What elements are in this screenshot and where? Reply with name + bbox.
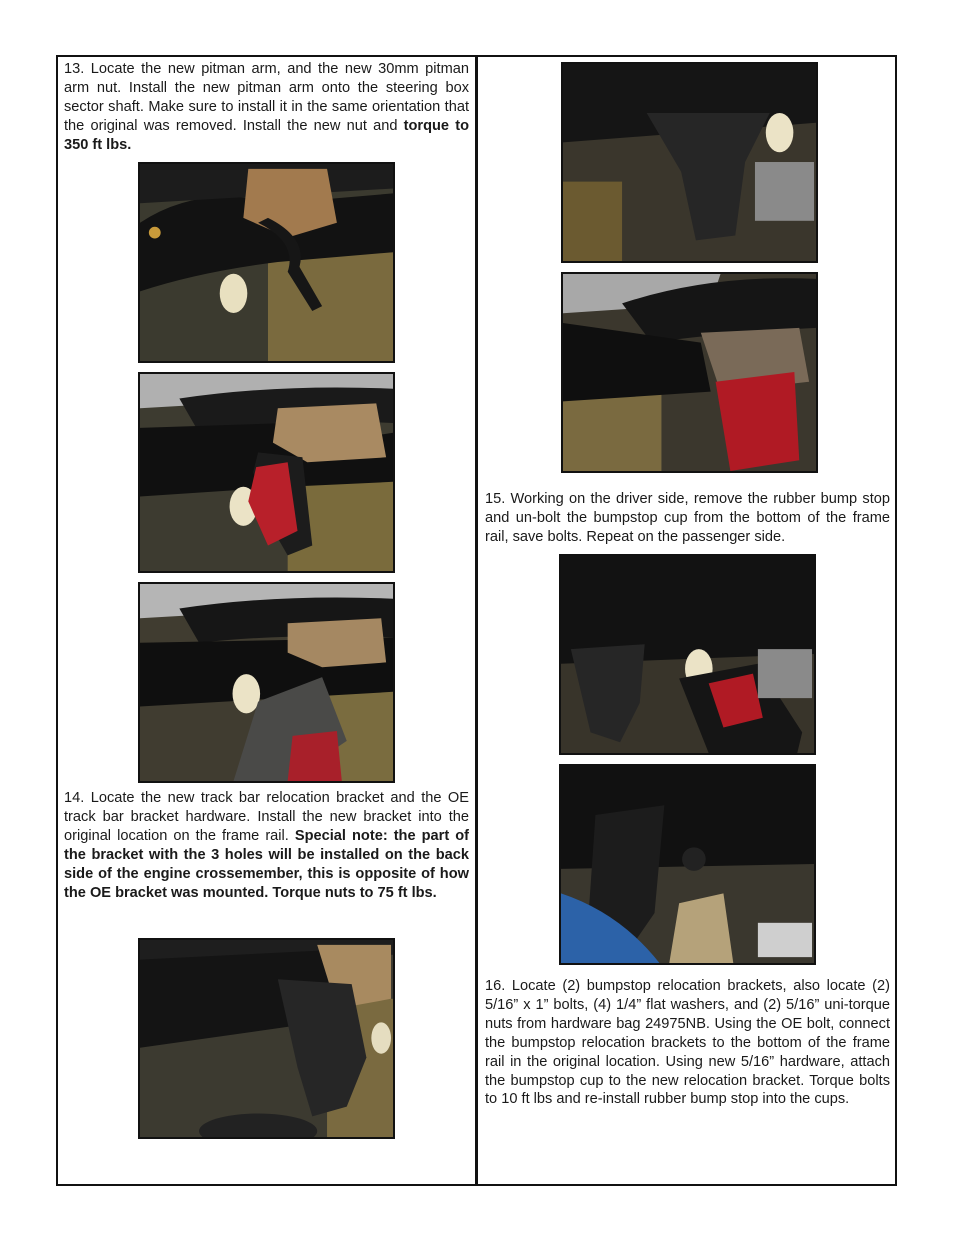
photo-bump-stop-removal — [559, 554, 816, 755]
photo-bumpstop-relocation-bracket — [559, 764, 816, 965]
photo-bumpstop-bolts-removal — [561, 272, 818, 473]
column-divider — [475, 55, 478, 1186]
photo-bumpstop-cup — [561, 62, 818, 263]
photo-pitman-nut-torque — [138, 582, 395, 783]
photo-track-bar-bracket — [138, 938, 395, 1139]
step-16-text: 16. Locate (2) bumpstop relocation brackets, also locate (2) 5/16” x 1” bolts, (4) 1/4” flat washers, and (2) 5/16” uni-torque nuts from hardware bag 24975NB. Using the OE bolt, connect the bumpstop relocation brackets to the bottom of the frame rail in the original location. Using new 5/16” hardware, attach the bumpstop cup to the new relocation bracket. Torque bolts to 10 ft lbs and re-install rubber bump stop into the cups. — [485, 978, 890, 1108]
step-14-text: 14. Locate the new track bar relocation bracket and the OE track bar bracket hardware. Install the new bracket into the original location on the frame rail. Special note: the part of the bracket with the 3 holes will be installed on the back side of the engine crossemember, this is opposite of how the OE bracket was mounted. Torque nuts to 75 ft lbs. — [64, 790, 469, 901]
step-13-text: 13. Locate the new pitman arm, and the new 30mm pitman arm nut. Install the new pitman arm onto the steering box sector shaft. Make sure to install it in the same orientation that the original was removed. Install the new nut and torque to 350 ft lbs. — [64, 61, 470, 153]
photo-pitman-arm-placement — [138, 162, 395, 363]
photo-pitman-arm-install-hand — [138, 372, 395, 573]
step-15-text: 15. Working on the driver side, remove the rubber bump stop and un-bolt the bumpstop cup from the bottom of the frame rail, save bolts. Repeat on the passenger side. — [485, 491, 890, 545]
